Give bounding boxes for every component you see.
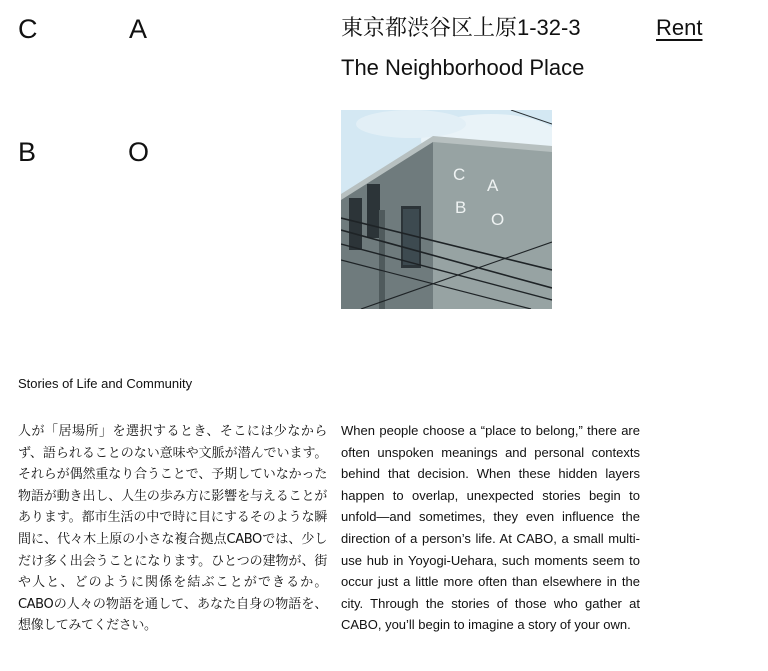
section-title: Stories of Life and Community [18, 376, 193, 391]
logo-letter-a: A [129, 14, 148, 44]
tagline: The Neighborhood Place [341, 55, 585, 80]
address: 東京都渋谷区上原1-32-3 [341, 15, 581, 40]
logo-letter-b: B [18, 137, 37, 167]
body-text-english: When people choose a “place to belong,” there are often unspoken meanings and personal contexts behind that decision. When these hidden layers happen to overlap, unexpected stories begin to unfold—and sometimes, they even influence the direction of a person’s life. At CABO, a small multi-use hub in Yoyogi-Uehara, such moments seem to occur just a little more often than elsewhere in the city. Through the stories of those who gather at CABO, you’ll begin to imagine a story of your own. [341, 423, 640, 633]
rent-link[interactable]: Rent [656, 15, 703, 40]
logo-letter-o: O [128, 137, 150, 167]
building-letter-a: A [487, 176, 499, 195]
building-letter-o: O [491, 210, 505, 229]
building-letter-b: B [455, 198, 467, 217]
body-text-japanese: 人が「居場所」を選択するとき、そこには少なからず、語られることのない意味や文脈が潜んでいます。それらが偶然重なり合うことで、予期していなかった物語が動き出し、人生の歩み方に影響を与えることがあります。都市生活の中で時に目にするそのような瞬間に、代々木上原の小さな複合拠点CABOでは、少しだけ多く出会うことになります。ひとつの建物が、街や人と、どのように関係を結ぶことができるか。CABOの人々の物語を通して、あなた自身の物語を、想像してみてください。 [18, 424, 327, 634]
building-letter-c: C [453, 165, 466, 184]
logo-letter-c: C [18, 14, 38, 44]
hero-building-image [341, 110, 552, 309]
